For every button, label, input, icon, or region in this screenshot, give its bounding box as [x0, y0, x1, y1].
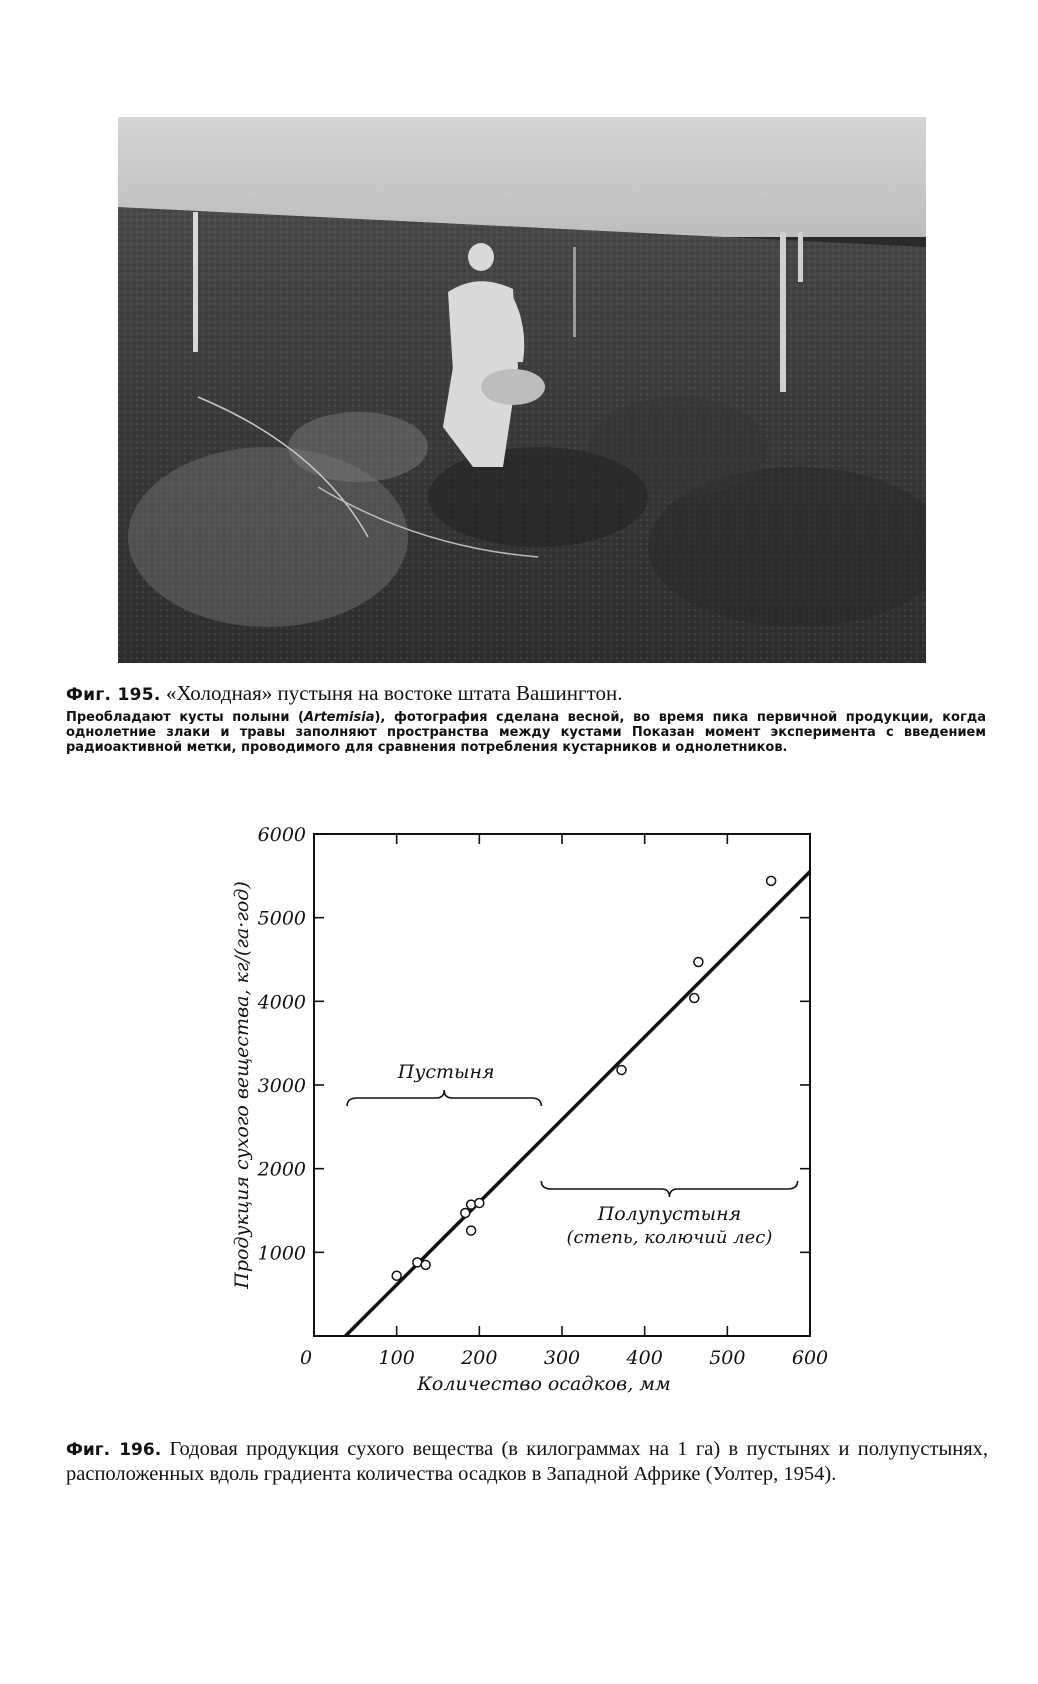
- figure-196-caption: [66, 1437, 988, 1486]
- y-tick-label: 1000: [257, 1242, 306, 1265]
- x-tick-label: 600: [791, 1347, 829, 1369]
- figure-195-title-text: «Холодная» пустыня на востоке штата Вашингтон.: [165, 681, 623, 705]
- semidesert-label: Полупустыня: [597, 1203, 742, 1225]
- data-point: [467, 1200, 476, 1209]
- figure-196-caption-text: Годовая продукция сухого вещества (в килограммах на 1 га) в пустынях и полупустынях, расположенных вдоль градиента количества осадков в Западной Африке (Уолтер, 1954).: [66, 1438, 988, 1485]
- x-tick-label: 300: [543, 1347, 581, 1369]
- data-point: [694, 958, 703, 967]
- x-tick-label: 200: [461, 1347, 498, 1369]
- y-tick-label: 6000: [257, 824, 306, 846]
- plot-frame: [314, 834, 810, 1336]
- x-tick-labels: [300, 1347, 828, 1369]
- y-tick-label: 4000: [257, 991, 306, 1014]
- figure-195-caption-italic: Artemisia: [304, 710, 375, 725]
- x-tick-label: 0: [299, 1347, 313, 1369]
- y-tick-labels: [257, 824, 306, 1264]
- semidesert-brace: [541, 1181, 797, 1197]
- y-tick-label: 5000: [257, 907, 306, 930]
- data-point: [421, 1260, 430, 1269]
- x-tick-label: 500: [709, 1347, 746, 1369]
- annotations: [347, 1061, 798, 1248]
- x-tick-label: 100: [378, 1347, 415, 1369]
- data-point: [475, 1198, 484, 1207]
- data-point: [617, 1065, 626, 1074]
- y-tick-label: 3000: [257, 1075, 306, 1097]
- x-axis-label: Количество осадков, мм: [417, 1373, 671, 1395]
- x-axis-ticks: [397, 834, 728, 1336]
- desert-label: Пустыня: [397, 1061, 495, 1083]
- data-point: [467, 1226, 476, 1235]
- data-point: [690, 993, 699, 1002]
- semidesert-sublabel: (степь, колючий лес): [566, 1227, 773, 1248]
- figure-195-label: Фиг. 195.: [66, 685, 161, 705]
- data-point: [461, 1209, 470, 1218]
- x-tick-label: 400: [626, 1347, 663, 1369]
- data-point: [392, 1271, 401, 1280]
- data-point: [767, 876, 776, 885]
- y-axis-label: Продукция сухого вещества, кг/(га·год): [231, 881, 253, 1289]
- y-tick-label: 2000: [257, 1158, 306, 1181]
- desert-brace: [347, 1090, 541, 1106]
- figure-195-caption-part1: Преобладают кусты полыни (: [66, 710, 304, 725]
- figure-196-label: Фиг. 196.: [66, 1440, 162, 1460]
- figure-195-caption-part2: ), фотография сделана весной, во время пика первичной продукции, когда однолетние злаки и травы заполняют пространства между кустами Показан момент эксперимента с введением радиоактивной метки, проводимого для сравнения потребления кустарников и однолетников.: [66, 710, 987, 755]
